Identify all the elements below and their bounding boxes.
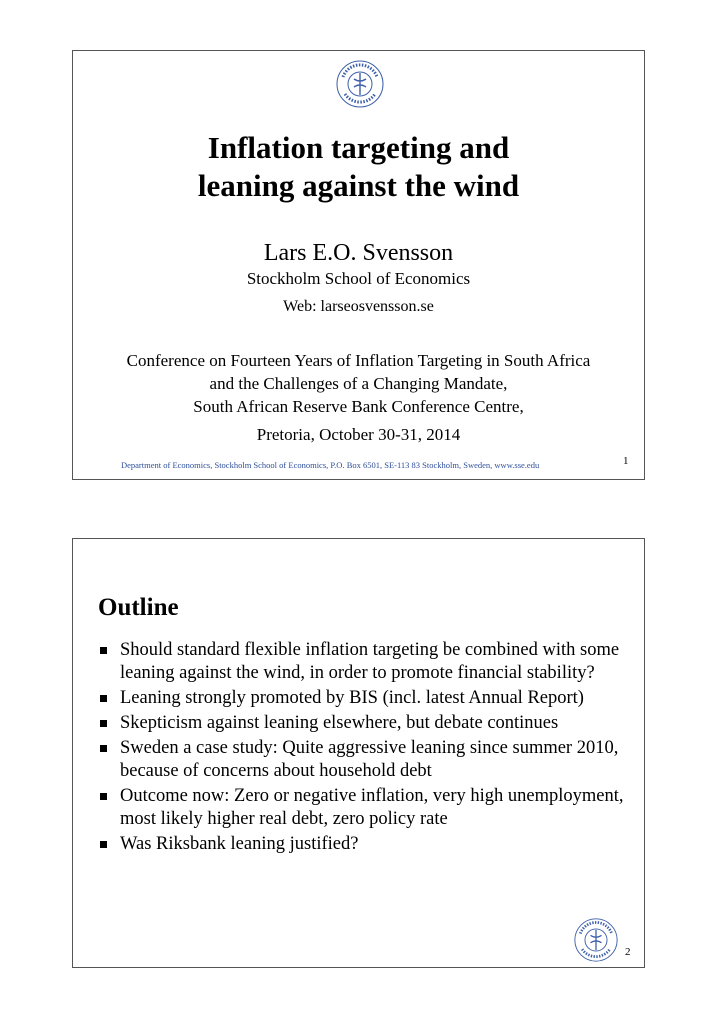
affiliation: Stockholm School of Economics (246, 269, 471, 288)
footer-address: Department of Economics, Stockholm School of Economics, P.O. Box 6501, SE-113 83 Stockholm, Sweden, www.sse.edu (121, 460, 540, 470)
conference-info (73, 349, 644, 418)
bullet-text: Should standard flexible inflation targeting be combined with some leaning against the wind, in order to promote financial stability? (120, 640, 620, 683)
bullet-icon (100, 720, 107, 727)
bullet-icon (100, 647, 107, 654)
bullet-text: Was Riksbank leaning justified? (120, 834, 359, 854)
page-number: 1 (623, 455, 629, 467)
page-number: 2 (625, 946, 631, 958)
bullet-text: Outcome now: Zero or negative inflation, very high unemployment, most likely higher real debt, zero policy rate (120, 786, 624, 829)
list-item (98, 687, 633, 710)
slide-2 (72, 538, 645, 968)
list-item (98, 737, 633, 783)
title-line-2: leaning against the wind (197, 168, 520, 203)
title-line-1: Inflation targeting and (207, 130, 510, 165)
list-item (98, 639, 633, 685)
bullet-icon (100, 745, 107, 752)
bullet-icon (100, 793, 107, 800)
list-item (98, 833, 633, 856)
list-item (98, 712, 633, 735)
sse-logo-icon (573, 917, 619, 963)
conference-date: Pretoria, October 30-31, 2014 (256, 425, 461, 444)
conference-line: South African Reserve Bank Conference Centre, (193, 397, 524, 416)
author-name: Lars E.O. Svensson (263, 240, 454, 266)
bullet-icon (100, 841, 107, 848)
bullet-list (98, 639, 633, 858)
conference-line: Conference on Fourteen Years of Inflation Targeting in South Africa (126, 351, 591, 370)
slide-1 (72, 50, 645, 480)
website: Web: larseosvensson.se (283, 298, 434, 315)
slide-title: Outline (98, 594, 179, 621)
list-item (98, 785, 633, 831)
bullet-icon (100, 695, 107, 702)
conference-line: and the Challenges of a Changing Mandate, (209, 374, 508, 393)
bullet-text: Leaning strongly promoted by BIS (incl. latest Annual Report) (120, 688, 584, 708)
slide-title (73, 129, 644, 205)
bullet-text: Skepticism against leaning elsewhere, but debate continues (120, 713, 559, 733)
sse-logo-icon (335, 59, 385, 109)
bullet-text: Sweden a case study: Quite aggressive leaning since summer 2010, because of concerns about household debt (120, 738, 619, 781)
